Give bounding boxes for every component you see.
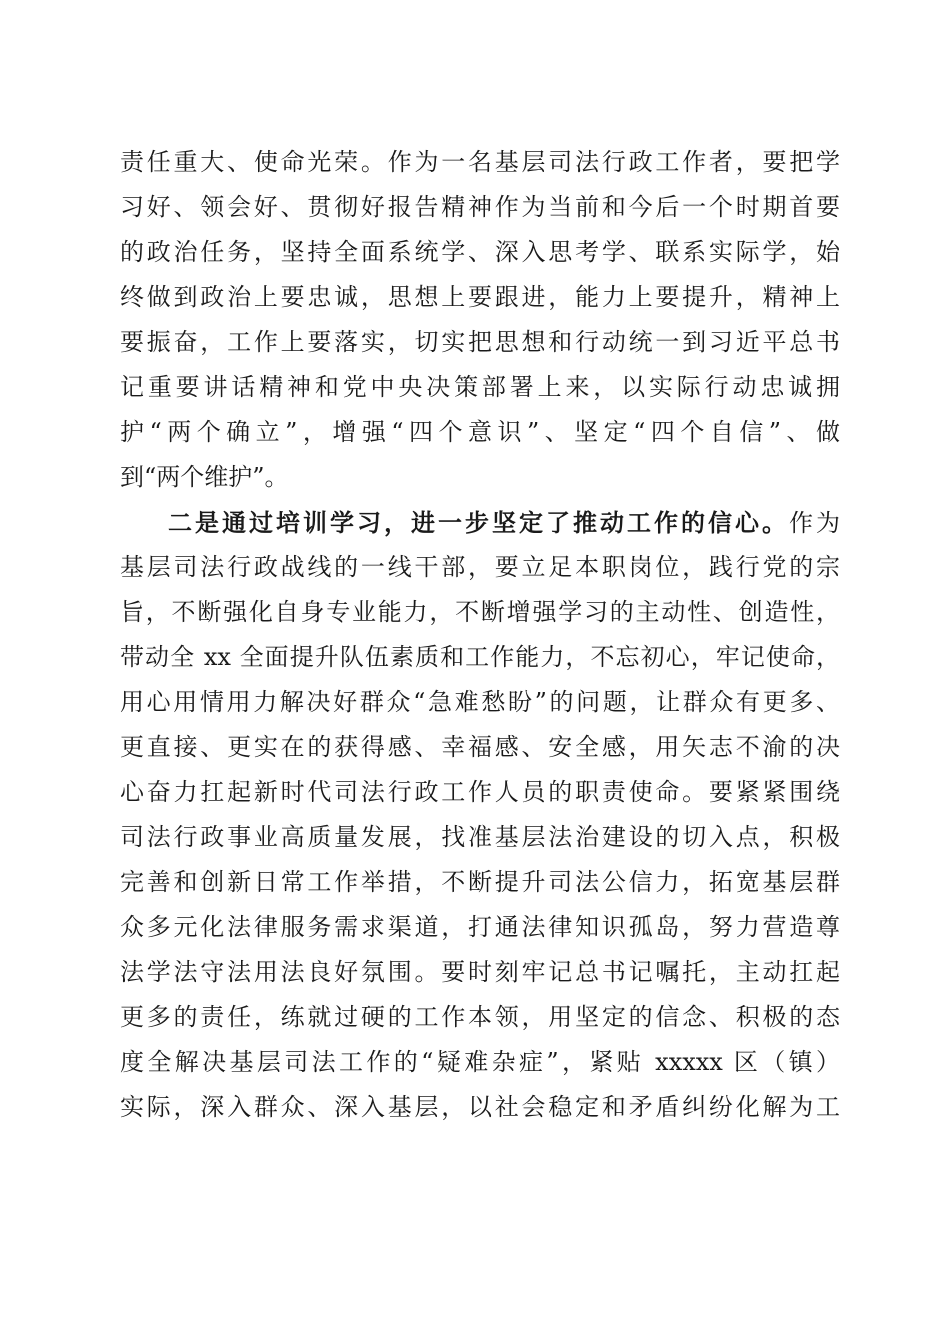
paragraph-line: 护“两个确立”，增强“四个意识”、坚定“四个自信”、做 (120, 418, 840, 446)
paragraph-line: 更直接、更实在的获得感、幸福感、安全感，用矢志不渝的决 (120, 733, 840, 761)
paragraph-line: 到“两个维护”。 (120, 463, 289, 491)
paragraph-line: 习好、领会好、贯彻好报告精神作为当前和今后一个时期首要 (120, 193, 840, 221)
paragraph-line: 众多元化法律服务需求渠道，打通法律知识孤岛，努力营造尊 (120, 913, 840, 941)
paragraph-line: 记重要讲话精神和党中央决策部署上来，以实际行动忠诚拥 (120, 373, 840, 401)
paragraph-line: 完善和创新日常工作举措，不断提升司法公信力，拓宽基层群 (120, 868, 840, 896)
paragraph-line: 更多的责任，练就过硬的工作本领，用坚定的信念、积极的态 (120, 1003, 840, 1031)
paragraph-line: 旨，不断强化自身专业能力，不断增强学习的主动性、创造性， (120, 598, 840, 626)
paragraph-line: 心奋力扛起新时代司法行政工作人员的职责使命。要紧紧围绕 (120, 778, 840, 806)
paragraph-line: 法学法守法用法良好氛围。要时刻牢记总书记嘱托，主动扛起 (120, 958, 840, 986)
paragraph-line: 实际，深入群众、深入基层，以社会稳定和矛盾纠纷化解为工 (120, 1093, 840, 1121)
paragraph-line: 基层司法行政战线的一线干部，要立足本职岗位，践行党的宗 (120, 553, 840, 581)
paragraph-line: 终做到政治上要忠诚，思想上要跟进，能力上要提升，精神上 (120, 283, 840, 311)
paragraph-line: 用心用情用力解决好群众“急难愁盼”的问题，让群众有更多、 (120, 688, 840, 716)
paragraph-heading-rest: 作为 (789, 509, 840, 537)
paragraph-line: 度全解决基层司法工作的“疑难杂症”，紧贴 xxxxx 区（镇） (120, 1048, 840, 1076)
paragraph-line: 要振奋，工作上要落实，切实把思想和行动统一到习近平总书 (120, 328, 840, 356)
paragraph-heading: 二是通过培训学习，进一步坚定了推动工作的信心。 (168, 508, 789, 537)
paragraph-line: 责任重大、使命光荣。作为一名基层司法行政工作者，要把学 (120, 148, 840, 176)
paragraph-line: 司法行政事业高质量发展，找准基层法治建设的切入点，积极 (120, 823, 840, 851)
document-body (120, 140, 840, 1130)
paragraph-line: 的政治任务，坚持全面系统学、深入思考学、联系实际学，始 (120, 238, 840, 266)
paragraph-line: 带动全 xx 全面提升队伍素质和工作能力，不忘初心，牢记使命， (120, 643, 840, 671)
paragraph-heading-line (120, 500, 840, 545)
